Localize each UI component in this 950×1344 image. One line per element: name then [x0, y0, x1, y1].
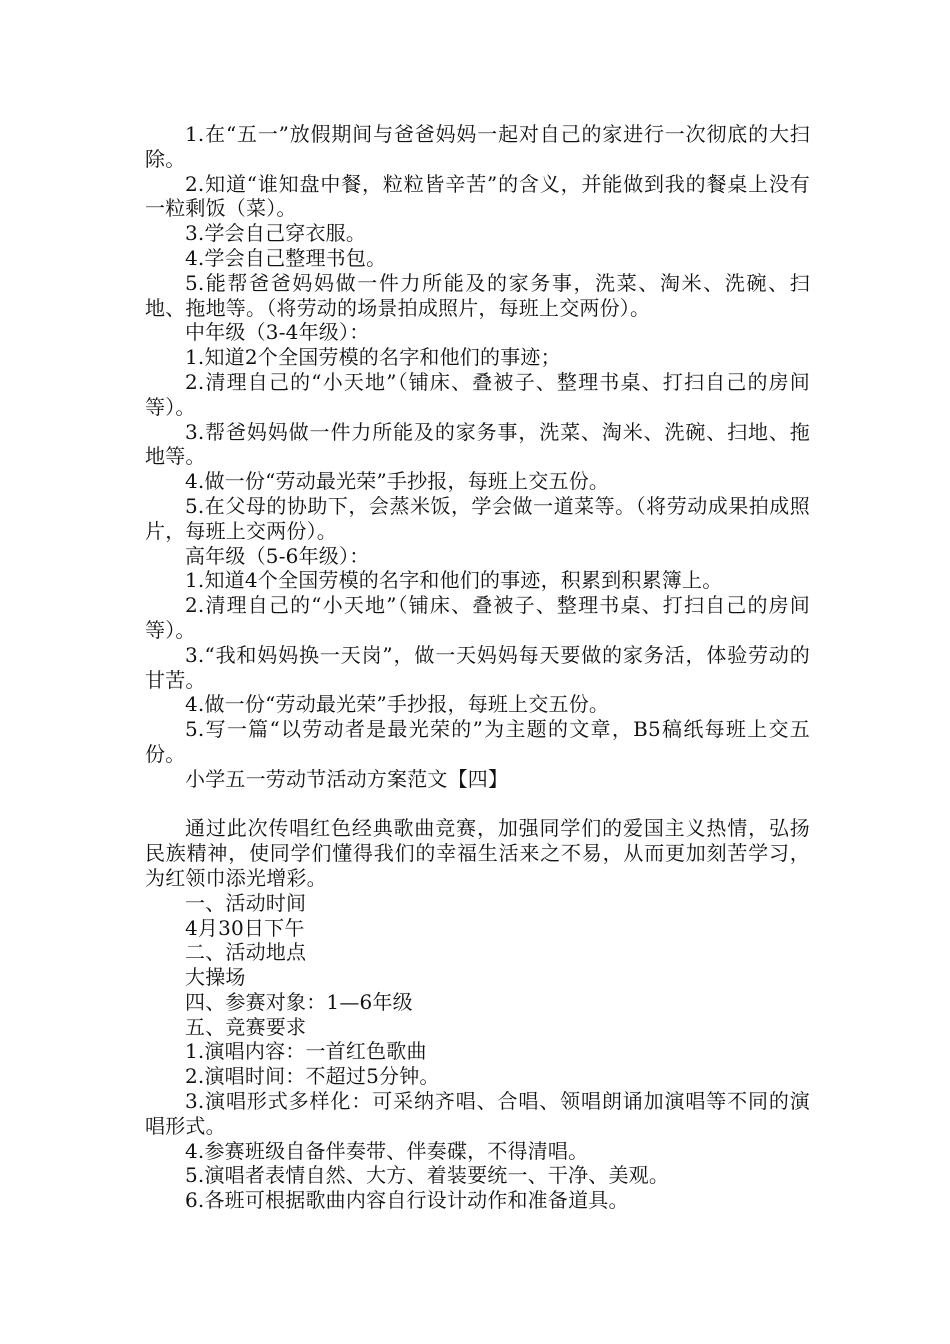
- article-title: 小学五一劳动节活动方案范文【四】: [185, 766, 509, 791]
- blank-line: [145, 792, 810, 817]
- paragraph: 2.清理自己的“小天地”（铺床、叠被子、整理书桌、打扫自己的房间等）。: [145, 369, 810, 419]
- paragraph: 大操场: [185, 965, 246, 990]
- paragraph: 1.知道2个全国劳模的名字和他们的事迹；: [185, 345, 561, 370]
- paragraph: 3.“我和妈妈换一天岗”，做一天妈妈每天要做的家务活，体验劳动的甘苦。: [145, 642, 810, 692]
- section-heading-time: 一、活动时间: [185, 890, 307, 915]
- paragraph: 1.在“五一”放假期间与爸爸妈妈一起对自己的家进行一次彻底的大扫除。: [145, 122, 810, 171]
- paragraph: 2.清理自己的“小天地”（铺床、叠被子、整理书桌、打扫自己的房间等）。: [145, 593, 810, 642]
- document-body: [145, 122, 810, 1213]
- section-heading-location: 二、活动地点: [185, 940, 307, 965]
- paragraph: 1.演唱内容：一首红色歌曲: [185, 1039, 427, 1064]
- paragraph: 5.演唱者表情自然、大方、着装要统一、干净、美观。: [185, 1163, 670, 1188]
- paragraph: 3.帮爸妈妈做一件力所能及的家务事，洗菜、淘米、洗碗、扫地、拖地等。: [145, 419, 810, 469]
- paragraph: 通过此次传唱红色经典歌曲竞赛，加强同学们的爱国主义热情，弘扬民族精神，使同学们懂得我们的幸福生活来之不易，从而更加刻苦学习，为红领巾添光增彩。: [145, 816, 810, 890]
- paragraph: 3.学会自己穿衣服。: [185, 221, 367, 246]
- paragraph: 4.做一份“劳动最光荣”手抄报，每班上交五份。: [185, 469, 610, 494]
- paragraph: 3.演唱形式多样化：可采纳齐唱、合唱、领唱朗诵加演唱等不同的演唱形式。: [145, 1089, 810, 1138]
- section-heading-participants: 四、参赛对象：1—6年级: [185, 989, 413, 1014]
- paragraph: 4月30日下午: [185, 915, 305, 940]
- paragraph: 2.知道“谁知盘中餐，粒粒皆辛苦”的含义，并能做到我的餐桌上没有一粒剩饭（菜）。: [145, 171, 810, 221]
- paragraph: 4.学会自己整理书包。: [185, 245, 387, 270]
- paragraph: 5.能帮爸爸妈妈做一件力所能及的家务事，洗菜、淘米、洗碗、扫地、拖地等。（将劳动的场景拍成照片，每班上交两份）。: [145, 270, 810, 320]
- section-heading-middle-grade: 中年级（3-4年级）：: [185, 320, 370, 345]
- paragraph: 5.写一篇“以劳动者是最光荣的”为主题的文章，B5稿纸每班上交五份。: [145, 717, 810, 766]
- paragraph: 6.各班可根据歌曲内容自行设计动作和准备道具。: [185, 1188, 629, 1213]
- paragraph: 5.在父母的协助下，会蒸米饭，学会做一道菜等。（将劳动成果拍成照片，每班上交两份）。: [145, 493, 810, 543]
- paragraph: 4.做一份“劳动最光荣”手抄报，每班上交五份。: [185, 692, 610, 717]
- paragraph: 1.知道4个全国劳模的名字和他们的事迹，积累到积累簿上。: [185, 568, 723, 593]
- paragraph: 2.演唱时间：不超过5分钟。: [185, 1064, 440, 1089]
- section-heading-upper-grade: 高年级（5-6年级）：: [185, 543, 370, 568]
- paragraph: 4.参赛班级自备伴奏带、伴奏碟，不得清唱。: [185, 1138, 589, 1163]
- section-heading-requirements: 五、竞赛要求: [185, 1014, 307, 1039]
